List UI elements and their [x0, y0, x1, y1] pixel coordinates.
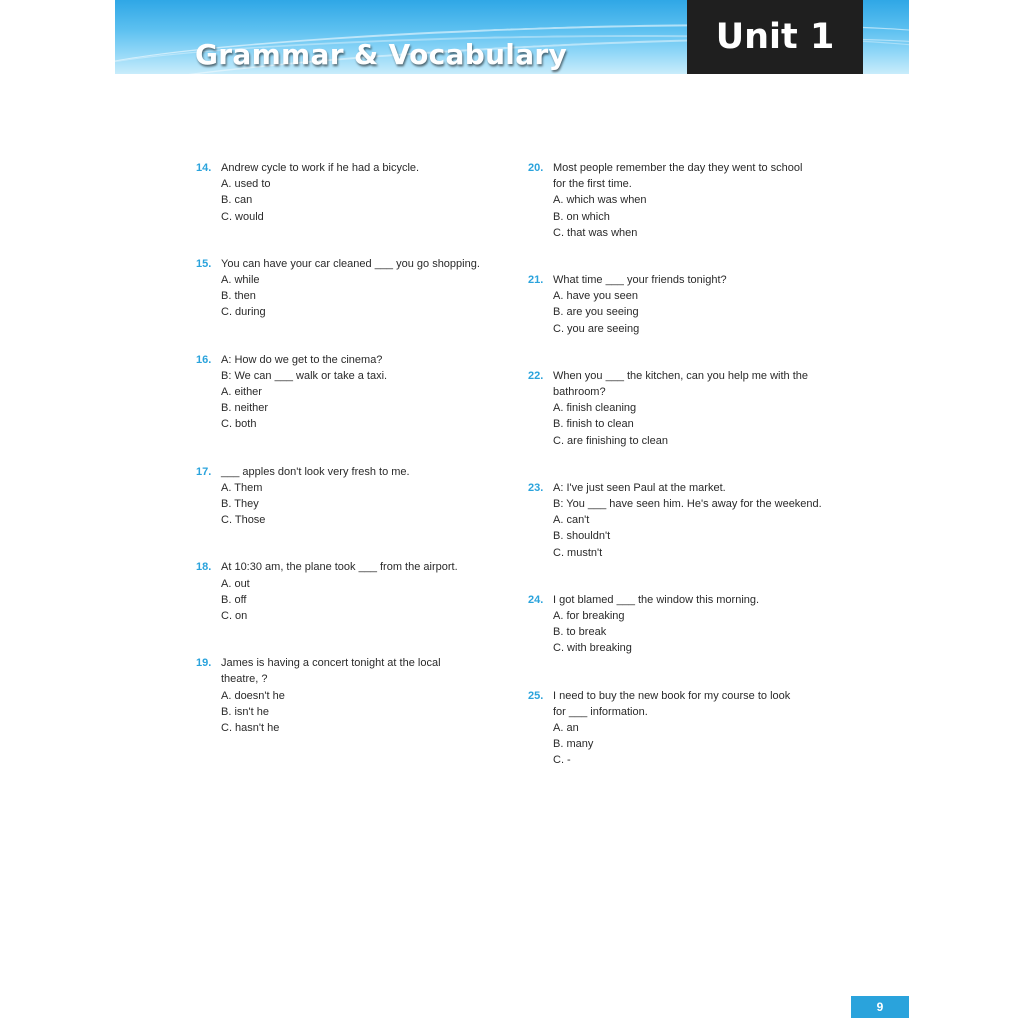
question-stem: I got blamed ___ the window this morning. [553, 593, 760, 606]
question-15 [196, 256, 516, 321]
question-stem-line2: B: You ___ have seen him. He's away for the weekend. [553, 498, 822, 511]
question-stem: Andrew cycle to work if he had a bicycle. [221, 162, 420, 174]
option-b: B. many [553, 738, 594, 751]
option-a: A. out [221, 577, 250, 590]
option-b: B. shouldn't [553, 530, 611, 543]
question-stem: ___ apples don't look very fresh to me. [221, 465, 410, 478]
option-a: A. either [221, 386, 262, 399]
question-14 [196, 160, 516, 225]
question-number: 22. [528, 369, 544, 382]
section-title: Grammar & Vocabulary [195, 38, 568, 71]
question-number: 16. [196, 353, 212, 366]
question-stem: You can have your car cleaned ___ you go shopping. [221, 257, 480, 270]
option-b: B. finish to clean [553, 418, 634, 431]
question-number: 17. [196, 465, 212, 478]
question-20 [528, 160, 848, 241]
unit-label: Unit 1 [687, 0, 863, 74]
option-b: B. isn't he [221, 705, 269, 718]
option-c: C. you are seeing [553, 322, 640, 335]
question-stem: When you ___ the kitchen, can you help me with the [553, 369, 808, 382]
question-number: 25. [528, 689, 544, 702]
question-24 [528, 592, 848, 657]
option-a: A. used to [221, 178, 271, 191]
option-b: B. then [221, 290, 256, 303]
question-column-left [196, 160, 516, 736]
question-number: 15. [196, 257, 212, 270]
question-stem: A: I've just seen Paul at the market. [553, 481, 726, 494]
option-b: B. on which [553, 210, 610, 223]
option-c: C. that was when [553, 226, 638, 239]
option-c: C. both [221, 418, 257, 431]
question-stem-line2: B: We can ___ walk or take a taxi. [221, 369, 388, 382]
option-a: A. an [553, 722, 579, 735]
option-a: A. doesn't he [221, 689, 285, 702]
option-c: C. hasn't he [221, 722, 280, 735]
question-25 [528, 688, 848, 769]
question-stem-line2: theatre, ? [221, 673, 268, 686]
option-c: C. on [221, 610, 248, 623]
option-a: A. finish cleaning [553, 402, 637, 415]
question-22 [528, 368, 848, 449]
option-c: C. mustn't [553, 546, 603, 559]
option-a: A. have you seen [553, 290, 639, 303]
question-stem-line2: bathroom? [553, 386, 606, 399]
question-stem: A: How do we get to the cinema? [221, 353, 383, 366]
question-23 [528, 480, 848, 561]
option-c: C. during [221, 306, 266, 319]
question-number: 20. [528, 162, 544, 174]
question-21 [528, 272, 848, 337]
question-19 [196, 655, 516, 736]
option-b: B. neither [221, 402, 269, 415]
question-stem-line2: for ___ information. [553, 705, 648, 718]
option-c: C. - [553, 754, 571, 767]
option-c: C. would [221, 210, 264, 223]
question-stem: I need to buy the new book for my course to look [553, 689, 791, 702]
question-stem-line2: for the first time. [553, 178, 632, 191]
option-b: B. can [221, 194, 253, 207]
question-stem: At 10:30 am, the plane took ___ from the airport. [221, 561, 458, 574]
question-18 [196, 559, 516, 624]
option-b: B. They [221, 498, 259, 511]
option-a: A. while [221, 274, 260, 287]
question-number: 19. [196, 657, 212, 670]
option-c: C. are finishing to clean [553, 434, 668, 447]
page-number: 9 [851, 996, 909, 1018]
question-column-right [528, 160, 848, 769]
option-a: A. for breaking [553, 610, 625, 623]
question-number: 14. [196, 162, 212, 174]
option-a: A. which was when [553, 194, 647, 207]
question-stem: What time ___ your friends tonight? [553, 274, 727, 287]
question-stem: Most people remember the day they went to school [553, 162, 803, 174]
question-number: 18. [196, 561, 212, 574]
question-stem: James is having a concert tonight at the local [221, 657, 441, 670]
option-b: B. off [221, 593, 247, 606]
question-16 [196, 352, 516, 433]
option-a: A. Them [221, 481, 263, 494]
option-c: C. Those [221, 514, 266, 527]
question-17 [196, 464, 516, 529]
question-number: 24. [528, 593, 544, 606]
question-number: 21. [528, 274, 544, 287]
option-c: C. with breaking [553, 642, 632, 655]
question-number: 23. [528, 481, 544, 494]
option-b: B. are you seeing [553, 306, 639, 319]
option-b: B. to break [553, 626, 607, 639]
option-a: A. can't [553, 514, 590, 527]
